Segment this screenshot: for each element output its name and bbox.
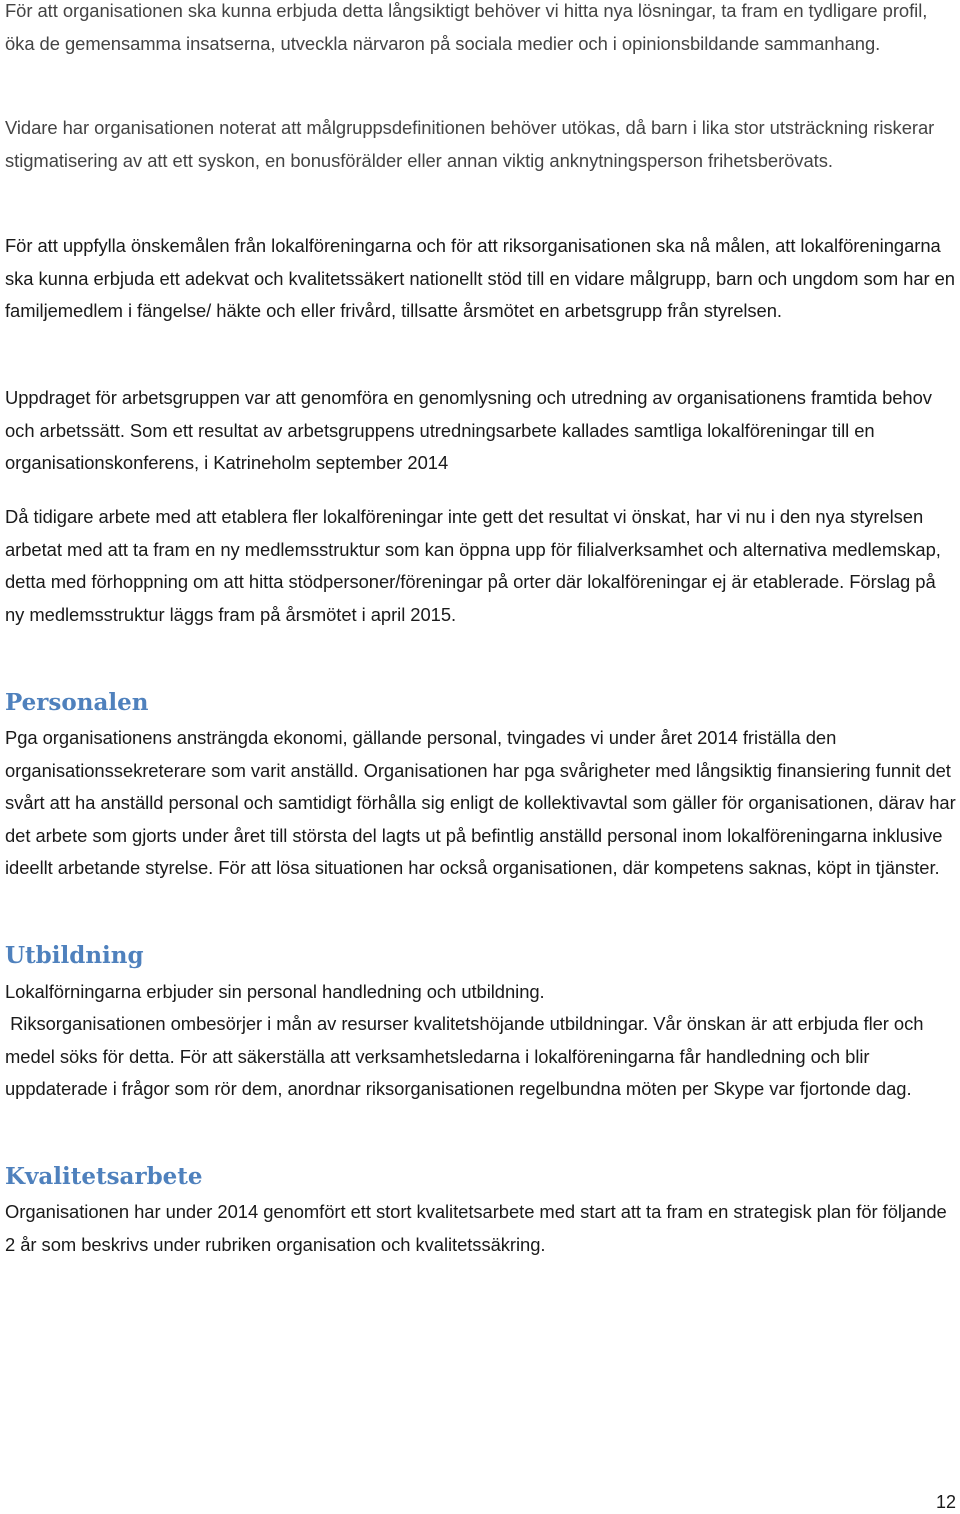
heading-kvalitetsarbete: Kvalitetsarbete bbox=[5, 1163, 203, 1190]
paragraph-kvalitetsarbete: Organisationen har under 2014 genomfört ett stort kvalitetsarbete med start att ta fram en strategisk plan för följande 2 år som beskrivs under rubriken organisation och kvalitetssäkring. bbox=[5, 1201, 947, 1255]
heading-utbildning: Utbildning bbox=[5, 942, 144, 969]
paragraph-target-group: Vidare har organisationen noterat att målgruppsdefinitionen behöver utökas, då barn i lika stor utsträckning riskerar stigmatisering av att ett syskon, en bonusförälder eller annan viktig anknytningsperson frihetsberövats. bbox=[5, 117, 935, 171]
paragraph-utbildning-1: Lokalförningarna erbjuder sin personal handledning och utbildning. bbox=[5, 981, 545, 1002]
paragraph-assignment: Uppdraget för arbetsgruppen var att genomföra en genomlysning och utredning av organisationens framtida behov och arbetssätt. Som ett resultat av arbetsgruppens utredningsarbete kallades samtliga lokalföreningar till en organisationskonferens, i Katrineholm september 2014 bbox=[5, 387, 932, 473]
paragraph-membership: Då tidigare arbete med att etablera fler lokalföreningar inte gett det resultat vi önskat, har vi nu i den nya styrelsen arbetat med att ta fram en ny medlemsstruktur som kan öppna upp för filialverksamhet och alternativa medlemskap, detta med förhoppning om att hitta stödpersoner/föreningar på orter där lokalföreningar ej är etablerade. Förslag på ny medlemsstruktur läggs fram på årsmötet i april 2015. bbox=[5, 506, 941, 625]
paragraph-intro: För att organisationen ska kunna erbjuda detta långsiktigt behöver vi hitta nya lösningar, ta fram en tydligare profil, öka de gemensamma insatserna, utveckla närvaron på sociala medier och i opinionsbildande sammanhang. bbox=[5, 0, 928, 54]
document-page bbox=[5, 0, 960, 1514]
page-number: 12 bbox=[935, 1492, 956, 1512]
paragraph-personalen: Pga organisationens ansträngda ekonomi, gällande personal, tvingades vi under året 2014 friställa den organisationssekreterare som varit anställd. Organisationen har pga svårigheter med långsiktig finansiering funnit det svårt att ha anställd personal och samtidigt förhålla sig enligt de kollektivavtal som gäller för organisationen, därav har det arbete som gjorts under året till största del lagts ut på befintlig anställd personal inom lokalföreningarna inklusive ideellt arbetande styrelse. För att lösa situationen har också organisationen, där kompetens saknas, köpt in tjänster. bbox=[5, 727, 956, 878]
heading-personalen: Personalen bbox=[5, 689, 149, 716]
paragraph-utbildning-2: Riksorganisationen ombesörjer i mån av resurser kvalitetshöjande utbildningar. Vår önskan är att erbjuda fler och medel söks för detta. För att säkerställa att verksamhetsledarna i lokalföreningarna får handledning och blir uppdaterade i frågor som rör dem, anordnar riksorganisationen regelbundna möten per Skype var fjortonde dag. bbox=[5, 1013, 929, 1099]
paragraph-working-group: För att uppfylla önskemålen från lokalföreningarna och för att riksorganisationen ska nå målen, att lokalföreningarna ska kunna erbjuda ett adekvat och kvalitetssäkert nationellt stöd till en vidare målgrupp, barn och ungdom som har en familjemedlem i fängelse/ häkte och eller frivård, tillsatte årsmötet en arbetsgrupp från styrelsen. bbox=[5, 235, 955, 321]
